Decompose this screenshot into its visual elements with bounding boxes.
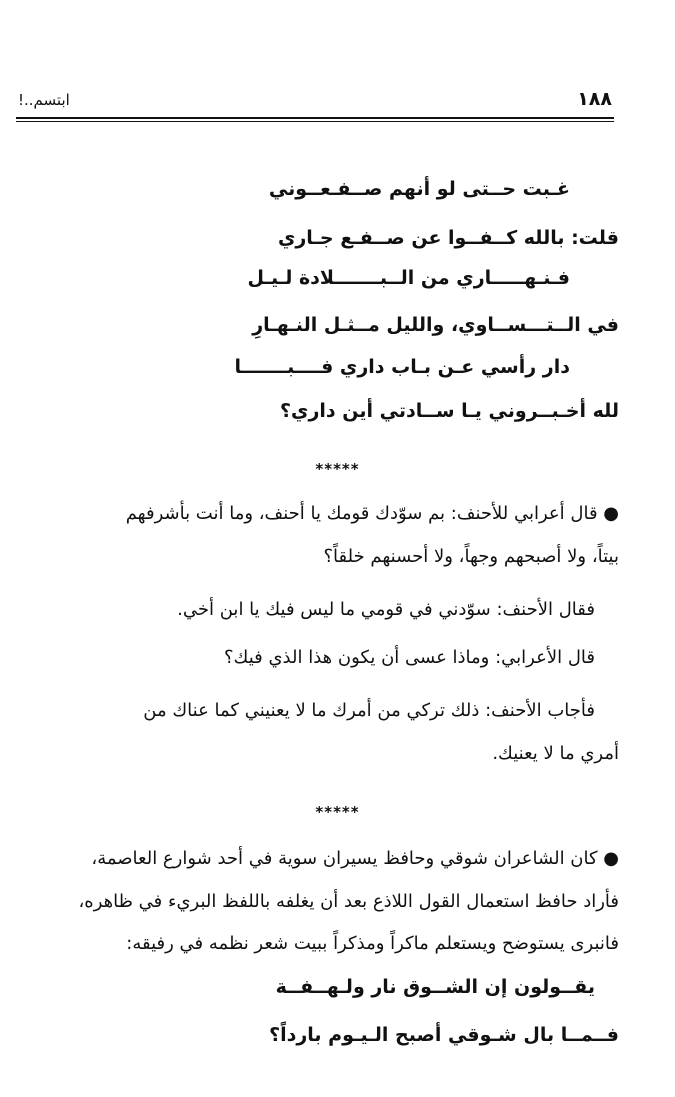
header-rule-thick [16, 117, 614, 119]
paragraph-line: ● كان الشاعران شوقي وحافظ يسيران سوية في أحد شوارع العاصمة، [91, 848, 619, 869]
paragraph-line: فقال الأحنف: سوّدني في قومي ما ليس فيك يا ابن أخي. [177, 599, 595, 620]
paragraph-line: قال الأعرابي: وماذا عسى أن يكون هذا الذي فيك؟ [223, 647, 595, 668]
section-separator: ***** [315, 460, 360, 478]
paragraph-line: بيتاً، ولا أصبحهم وجهاً، ولا أحسنهم خلقاً؟ [323, 546, 619, 567]
section-separator: ***** [315, 803, 360, 821]
poem-verse: لله أخـبــروني يـا ســادتي أين داري؟ [280, 400, 619, 422]
paragraph-line: أمري ما لا يعنيك. [492, 743, 619, 764]
page-header [18, 88, 612, 114]
running-title: ابتسم..! [18, 91, 70, 109]
poem-verse: غـبت حــتى لو أنهم صــفـعــوني [268, 178, 570, 200]
poem-verse: دار رأسي عـن بـاب داري فــــبـــــــا [234, 356, 570, 378]
header-rule-thin [16, 121, 614, 122]
paragraph-line: فأجاب الأحنف: ذلك تركي من أمرك ما لا يعنيني كما عناك من [143, 700, 595, 721]
poem-verse: فــمــا بال شـوقي أصبح الـيـوم بارداً؟ [269, 1024, 619, 1046]
page-number: ١٨٨ [577, 88, 612, 110]
paragraph-line: فانبرى يستوضح ويستعلم ماكراً ومذكراً ببيت شعر نظمه في رفيقه: [126, 933, 619, 954]
paragraph-line: ● قال أعرابي للأحنف: بم سوّدك قومك يا أحنف، وما أنت بأشرفهم [125, 503, 619, 524]
poem-verse: يقــولون إن الشــوق نار ولـهــفــة [275, 976, 595, 998]
poem-verse: في الــتـــســاوي، والليل مــثـل النـهـارِ [252, 314, 619, 336]
poem-verse: فـنـهـــــاري من الــبـــــــلادة لـيـل [247, 267, 570, 289]
poem-verse: قلت: بالله كــفــوا عن صــفـع جـاري [277, 227, 619, 249]
paragraph-line: فأراد حافظ استعمال القول اللاذع بعد أن يغلفه باللفظ البريء في ظاهره، [78, 891, 619, 912]
